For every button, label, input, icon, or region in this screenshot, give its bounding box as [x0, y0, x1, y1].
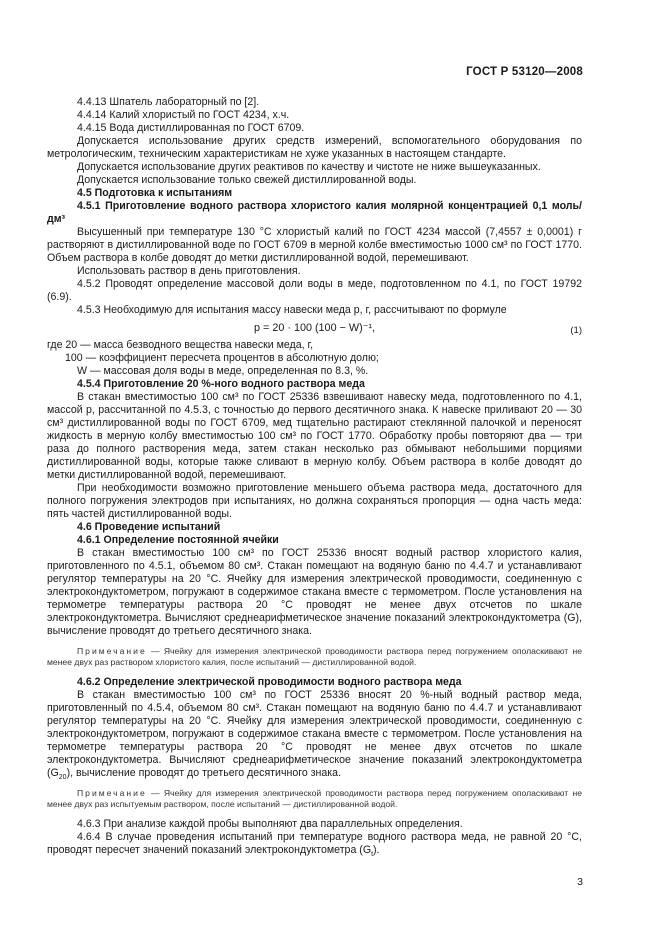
paragraph-text: В стакан вместимостью 100 см³ по ГОСТ 25336 вносят 20 %-ный водный раствор меда, приготовленный по 4.5.4, объемом 80 см³. Стакан помещают на водяную баню по 4.4.7 и устанавливают регулятор температуры на 20 °С. Ячейку для измерения электрической проводимости, соединенную с электрокондуктометром, погружают в содержимое стакана вместе с термометром. После установления на термометре температуры раствора 20 °С проводят не менее двух отсчетов по шкале электрокондуктометра. Вычисляют среднеарифметическое значение показаний электрокондуктометра ( [47, 689, 582, 779]
subscript: 20 [58, 774, 67, 782]
paragraph: 4.4.14 Калий хлористый по ГОСТ 4234, х.ч. [77, 109, 290, 121]
paragraph-tail: ), вычисление проводят до третьего десятичного знака. [66, 767, 341, 779]
where-line: 100 — коэффициент пересчета процентов в абсолютную долю; [65, 352, 379, 364]
paragraph: 4.4.13 Шпатель лабораторный по [2]. [77, 96, 260, 108]
formula [47, 319, 582, 339]
document-body [47, 96, 582, 857]
paragraph: 4.5.3 Необходимую для испытания массу навески меда p, г, рассчитывают по формуле [77, 304, 507, 316]
formula-expression: p = 20 · 100 (100 − W)⁻¹, [254, 322, 375, 334]
paragraph: В стакан вместимостью 100 см³ по ГОСТ 25336 вносят 20 %-ный водный раствор меда, приготовленный по 4.5.4, объемом 80 см³. Стакан помещают на водяную баню по 4.4.7 и устанавливают регулятор температуры на 20 °С. Ячейку для измерения электрической проводимости, соединенную с электрокондуктометром, погружают в содержимое стакана вместе с термометром. После установления на термометре температуры раствора 20 °С проводят не менее двух отсчетов по шкале электрокондуктометра. Вычисляют среднеарифметическое значение показаний электрокондуктометра $(G_{20})$, вычисление проводят до третьего десятичного знака. [47, 689, 582, 782]
section-heading: 4.5 Подготовка к испытаниям [77, 187, 233, 199]
formula-number: (1) [570, 325, 582, 336]
subsection-heading: 4.5.4 Приготовление 20 %-ного водного раствора меда [77, 378, 365, 390]
subsection-heading: 4.6.1 Определение постоянной ячейки [77, 534, 279, 546]
note-text: — Ячейку для измерения электрической проводимости раствора перед погружением ополаскивают не менее двух раз раствором хлористого калия, после испытаний — дистиллированной водой. [47, 646, 582, 667]
paragraph: 4.4.15 Вода дистиллированная по ГОСТ 6709. [77, 122, 305, 134]
paragraph: Допускается использование только свежей дистиллированной воды. [77, 174, 417, 186]
paragraph: Высушенный при температуре 130 °С хлористый калий по ГОСТ 4234 массой (7,4557 ± 0,0001) г растворяют в дистиллированной воде по ГОСТ 6709 в мерной колбе вместимостью 1000 см³ по ГОСТ 1770. Объем раствора в колбе доводят до метки дистиллированной водой, перемешивают. [47, 226, 582, 264]
where-line: W — массовая доля воды в меде, определенная по 8.3, %. [77, 365, 369, 377]
paragraph: Допускается использование других средств измерений, вспомогательного оборудования по метрологическим, техническим характеристикам не хуже указанных в настоящем стандарте. [47, 135, 582, 160]
paragraph-text: 4.6.4 В случае проведения испытаний при температуре водного раствора меда, не равной 20 °С, проводят пересчет значений показаний электрокондуктометра ( [47, 831, 582, 856]
subscript: t [371, 851, 374, 859]
document-header: ГОСТ Р 53120—2008 [466, 66, 583, 78]
paragraph: 4.6.4 В случае проведения испытаний при температуре водного раствора меда, не равной 20 °С, проводят пересчет значений показаний электрокондуктометра $(G_t)$. [47, 831, 582, 859]
note [47, 788, 582, 810]
note [47, 646, 582, 668]
paragraph: 4.6.3 При анализе каждой пробы выполняют два параллельных определения. [77, 818, 463, 830]
section-heading: 4.6 Проведение испытаний [77, 521, 221, 533]
paragraph-tail: ). [373, 844, 380, 856]
paragraph: В стакан вместимостью 100 см³ по ГОСТ 25336 взвешивают навеску меда, подготовленного по 4.1, массой р, рассчитанной по 4.5.3, с точностью до первого десятичного знака. К навеске приливают 20 — 30 см³ дистиллированной воды по ГОСТ 6709, мед тщательно растирают стеклянной палочкой и переносят жидкость в мерную колбу вместимостью 100 см³ по ГОСТ 1770. Обработку пробы повторяют два — три раза до полного растворения меда, затем стакан несколько раз обмывают небольшими порциями дистиллированной воды, которые также сливают в мерную колбу. Объем раствора в колбе доводят до метки дистиллированной водой, перемешивают. [47, 391, 582, 481]
subsection-heading: 4.6.2 Определение электрической проводимости водного раствора меда [77, 676, 462, 688]
where-line: где 20 — масса безводного вещества навески меда, г, [47, 339, 314, 351]
paragraph: 4.5.2 Проводят определение массовой доли воды в меде, подготовленном по 4.1, по ГОСТ 19792 (6.9). [47, 278, 582, 303]
subsection-heading: 4.5.1 Приготовление водного раствора хлористого калия молярной концентрацией 0,1 моль/дм³ [47, 200, 582, 225]
paragraph: При необходимости возможно приготовление меньшего объема раствора меда, достаточного для полного погружения электродов при испытаниях, но должна сохраняться пропорция — одна часть меда: пять частей дистиллированной воды. [47, 482, 582, 520]
paragraph: Использовать раствор в день приготовления. [77, 265, 301, 277]
note-label: Примечание [77, 788, 147, 798]
page-number: 3 [577, 876, 583, 888]
note-label: Примечание [77, 646, 147, 656]
note-text: — Ячейку для измерения электрической проводимости раствора перед погружением ополаскивают не менее двух раз испытуемым раствором, после испытаний — дистиллированной водой. [47, 788, 582, 809]
paragraph: Допускается использование других реактивов по качеству и чистоте не ниже вышеуказанных. [77, 161, 541, 173]
paragraph: В стакан вместимостью 100 см³ по ГОСТ 25336 вносят водный раствор хлористого калия, приготовленного по 4.5.1, объемом 80 см³. Стакан помещают на водяную баню по 4.4.7 и устанавливают регулятор температуры на 20 °С. Ячейку для измерения электрической проводимости, соединенную с электрокондуктометром, погружают в содержимое стакана вместе с термометром. После установления на термометре температуры раствора 20 °С проводят не менее двух отсчетов по шкале электрокондуктометра. Вычисляют среднеарифметическое значение показаний электрокондуктометра (G), вычисление проводят до третьего десятичного знака. [47, 547, 582, 637]
